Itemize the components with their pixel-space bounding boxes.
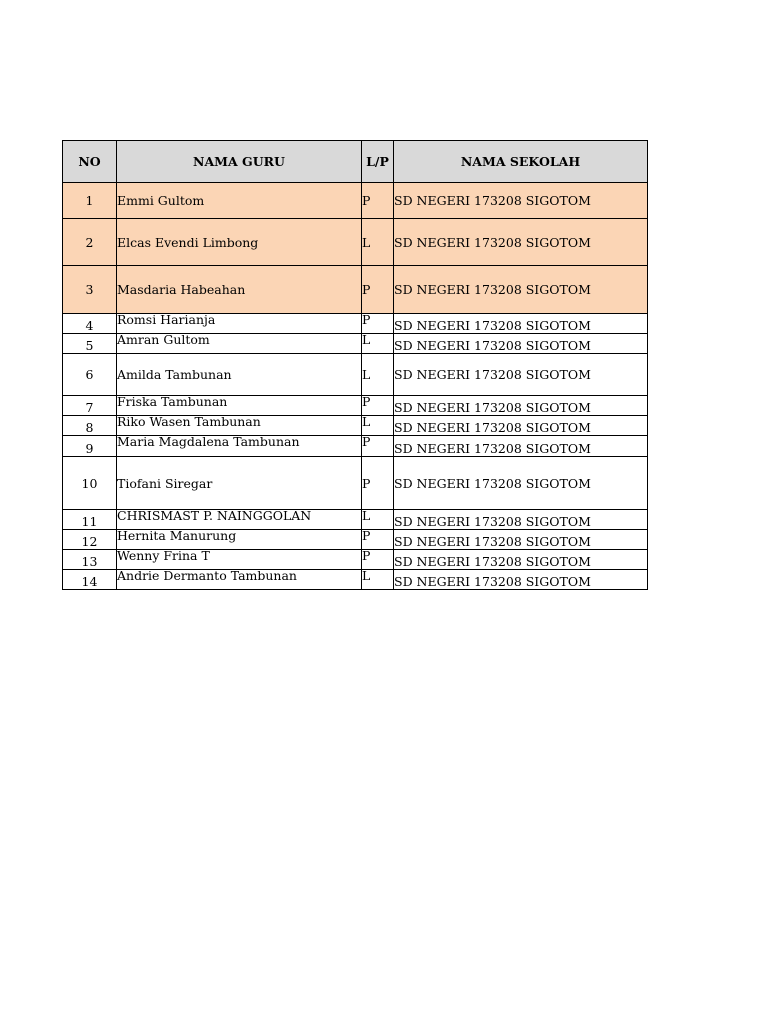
- row-gender: L: [362, 570, 394, 590]
- table-row: [63, 436, 648, 457]
- row-school: SD NEGERI 173208 SIGOTOM: [394, 570, 648, 590]
- table-row: [63, 457, 648, 510]
- header-no: NO: [63, 141, 117, 183]
- row-name: Emmi Gultom: [117, 183, 362, 219]
- row-school: SD NEGERI 173208 SIGOTOM: [394, 457, 648, 510]
- row-no: 11: [63, 510, 117, 530]
- row-gender: P: [362, 183, 394, 219]
- row-school: SD NEGERI 173208 SIGOTOM: [394, 530, 648, 550]
- row-no: 5: [63, 334, 117, 354]
- row-no: 12: [63, 530, 117, 550]
- header-name: NAMA GURU: [117, 141, 362, 183]
- row-gender: L: [362, 334, 394, 354]
- row-school: SD NEGERI 173208 SIGOTOM: [394, 219, 648, 266]
- row-school: SD NEGERI 173208 SIGOTOM: [394, 436, 648, 457]
- row-name: Amilda Tambunan: [117, 354, 362, 396]
- header-gender: L/P: [362, 141, 394, 183]
- row-school: SD NEGERI 173208 SIGOTOM: [394, 314, 648, 334]
- row-gender: P: [362, 530, 394, 550]
- row-school: SD NEGERI 173208 SIGOTOM: [394, 416, 648, 436]
- row-name: Amran Gultom: [117, 334, 362, 354]
- table-row: [63, 314, 648, 334]
- row-gender: P: [362, 314, 394, 334]
- row-gender: P: [362, 550, 394, 570]
- table-row: [63, 354, 648, 396]
- row-school: SD NEGERI 173208 SIGOTOM: [394, 354, 648, 396]
- row-gender: P: [362, 396, 394, 416]
- table-row: [63, 396, 648, 416]
- row-school: SD NEGERI 173208 SIGOTOM: [394, 183, 648, 219]
- row-gender: P: [362, 436, 394, 457]
- row-no: 3: [63, 266, 117, 314]
- row-no: 10: [63, 457, 117, 510]
- table-row: [63, 510, 648, 530]
- table-row: [63, 334, 648, 354]
- row-gender: P: [362, 266, 394, 314]
- table-row: [63, 530, 648, 550]
- row-no: 7: [63, 396, 117, 416]
- table-header-row: [63, 141, 648, 183]
- row-no: 4: [63, 314, 117, 334]
- row-gender: L: [362, 510, 394, 530]
- row-name: Elcas Evendi Limbong: [117, 219, 362, 266]
- row-name: Maria Magdalena Tambunan: [117, 436, 362, 457]
- row-school: SD NEGERI 173208 SIGOTOM: [394, 550, 648, 570]
- row-name: Hernita Manurung: [117, 530, 362, 550]
- row-gender: L: [362, 416, 394, 436]
- table-row: [63, 570, 648, 590]
- row-gender: L: [362, 354, 394, 396]
- row-no: 1: [63, 183, 117, 219]
- table-row: [63, 219, 648, 266]
- row-name: Wenny Frina T: [117, 550, 362, 570]
- row-name: Romsi Harianja: [117, 314, 362, 334]
- row-school: SD NEGERI 173208 SIGOTOM: [394, 266, 648, 314]
- table-row: [63, 550, 648, 570]
- row-school: SD NEGERI 173208 SIGOTOM: [394, 334, 648, 354]
- row-name: Andrie Dermanto Tambunan: [117, 570, 362, 590]
- table-row: [63, 266, 648, 314]
- row-name: Friska Tambunan: [117, 396, 362, 416]
- header-school: NAMA SEKOLAH: [394, 141, 648, 183]
- teacher-table: [62, 140, 648, 590]
- table-row: [63, 416, 648, 436]
- row-no: 2: [63, 219, 117, 266]
- row-gender: L: [362, 219, 394, 266]
- row-name: CHRISMAST P. NAINGGOLAN: [117, 510, 362, 530]
- row-no: 9: [63, 436, 117, 457]
- row-no: 14: [63, 570, 117, 590]
- row-name: Riko Wasen Tambunan: [117, 416, 362, 436]
- row-school: SD NEGERI 173208 SIGOTOM: [394, 510, 648, 530]
- row-name: Tiofani Siregar: [117, 457, 362, 510]
- row-name: Masdaria Habeahan: [117, 266, 362, 314]
- row-school: SD NEGERI 173208 SIGOTOM: [394, 396, 648, 416]
- row-no: 6: [63, 354, 117, 396]
- row-no: 8: [63, 416, 117, 436]
- row-gender: P: [362, 457, 394, 510]
- table-row: [63, 183, 648, 219]
- row-no: 13: [63, 550, 117, 570]
